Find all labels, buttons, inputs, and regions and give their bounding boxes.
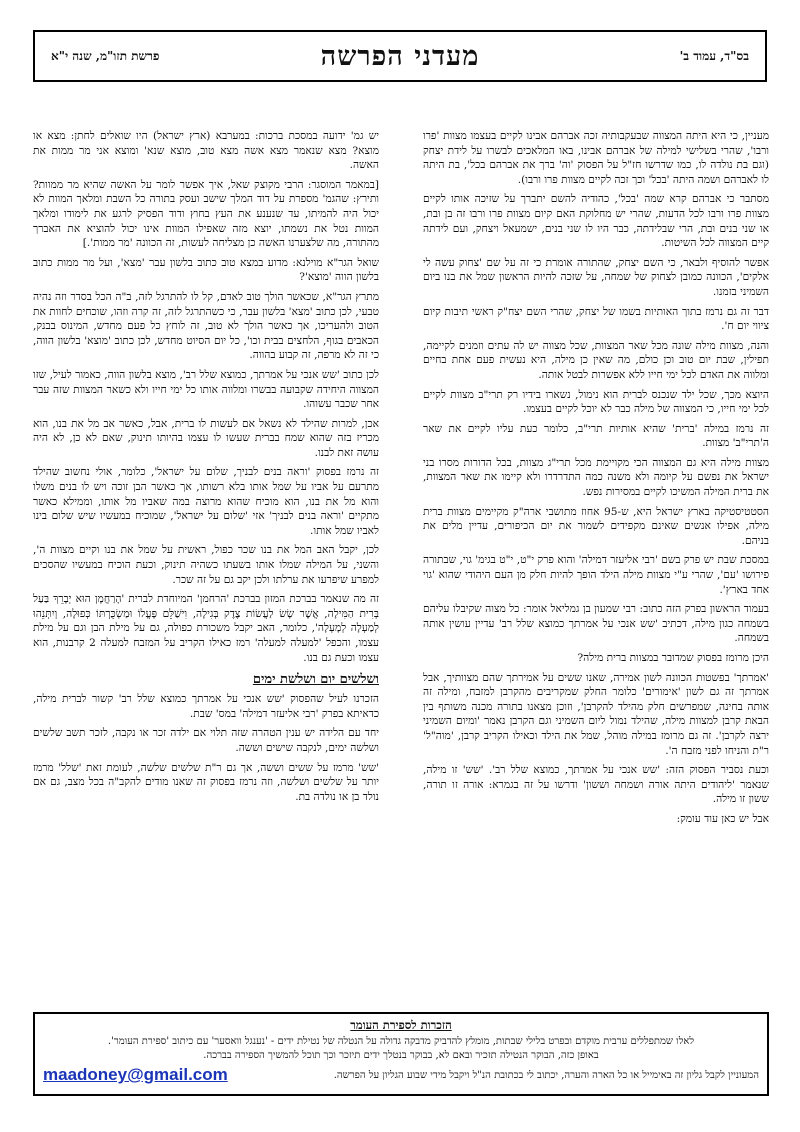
paragraph: אפשר להוסיף ולבאר, כי השם יצחק, שהתורה אומרת כי זה על שם 'צחוק עשה לי אלקים', הכוונה כמובן לצחוק של שמחה, על שזכה להיות הראשון שמל את בנו ביום השמיני בזמנו. (423, 256, 769, 298)
paragraph: 'אמרתך' בפשטות הכוונה לשון אמירה, שאנו ששים על אמירתך שהם מצוותיך, אבל אמרתך זה גם לשון 'אימורים' כלומר החלק שמקריבים מהקרבן למזבח, ומילה זה אותה בחינה, שמפרשים חלק מהילד להקרבן', וזוכן מצאנו בתורה מכנה משותף בין הבאת קרבן למצוות מילה, שהילד נמול ליום השמיני וגם הקרבן נאמר 'ומיום השמיני ירצה לקרבן'. זה גם מרומז במילה מוהל, שמל את הילד וכאילו הקריב קרבן, 'מוה"ל' ר"ת והניחו לפני מזבח ה'. (423, 671, 769, 757)
email-link[interactable]: maadoney@gmail.com (43, 1065, 228, 1084)
page (33, 30, 769, 1115)
reminder-text: לאלו שמתפללים ערבית מוקדם ובפרט בלילי שבתות, מומלץ להדביק מדבקה גדולה על הנטלה של נטילת ידים - 'נענגל וואסער' עם כיתוב 'ספירת העומר'. (107, 1036, 695, 1047)
reminder-title: הזכרות לספירת העומר (350, 1018, 452, 1032)
header-title: מעדני הפרשה (320, 40, 480, 72)
paragraph: מצוות מילה היא גם המצווה הכי מקויימת מכל תרי"ג מצוות, בכל הדורות מסרו בני ישראל את נפשם על קיומה ולא משנה כמה התדרדרו ולא קיימו את שאר המצוות, את ברית המילה המשיכו לקיים במסירות נפש. (423, 456, 769, 499)
paragraph: זה נרמז במילה 'ברית' שהיא אותיות תרי"ב, כלומר כעת עליו לקיים את שאר ה'תרי"ב' מצוות. (423, 422, 769, 450)
subscribe-note: המעוניין לקבל גליון זה באימייל או כל הארה והערה, יכתוב לי בכתובת הנ"ל ויקבל מידי שבוע הגליון על הפרשה. (333, 1069, 759, 1081)
paragraph: [במאמר המוסגר: הרבי מקוצק שאל, איך אפשר לומר על האשה שהיא מר ממוות? ותירץ: שהגמ' מספרת על דוד המלך שישב ועסק בתורה כל השבת ומלאך המוות לא יכול היה להמיתו, עד שנענע את העץ בחוץ ודוד הפסיק לרגע את לימודו ומלאך המוות נטל את נשמתו, יוצא מזה שאפילו המוות אינו יכול להוציא את האברך מהתורה, מה שלצערנו האשה כן מצליחה לעשות, זה הכוונה 'מר ממות'.] (33, 178, 379, 250)
paragraph: אבל יש כאן עוד עומק: (676, 812, 769, 825)
reminder-box (33, 1012, 769, 1096)
right-column (423, 129, 769, 1001)
paragraph: 'שש' מרמז על ששים וששה, אך גם ר"ת שלשים שלשה, לעומת זאת 'שלל' מרמז יותר על שלשים ושלשה, וזה נרמז בפסוק זה שאנו מודים להקב"ה בכל מצב, גם אם נולד בן או נולדה בת. (33, 761, 379, 803)
paragraph: דבר זה גם נרמז בתוך האותיות בשמו של יצחק, שהרי השם יצח"ק ראשי תיבות קיום ציווי יום ח'. (423, 305, 769, 333)
paragraph: מעניין, כי היא היתה המצווה שבעקבותיה זכה אברהם אבינו לקיים בעצמו מצוות 'פרו ורבו', שהרי בשלישי למילה של אברהם אבינו, באו המלאכים לבשרו על לידת יצחק (וגם בת נולדה לו, כמו שדרשו חז"ל על הפסוק 'וה' ברך את אברהם בכל', בת היתה לו לאברהם ושמה היתה 'בכל' וכך זכה לקיים מצוות פרו ורבו). (423, 130, 769, 186)
paragraph: במסכת שבת יש פרק בשם 'רבי אליעזר דמילה' והוא פרק י"ט, י"ט בגימ' גוי, שבתורה פירושו 'עם', שהרי ע"י מצוות מילה הילד הופך להיות חלק מן העם היהודי שהוא 'גוי אחד בארץ'. (423, 554, 769, 596)
header-page-number: בס"ד, עמוד ב' (679, 48, 749, 63)
article-columns (33, 129, 769, 1001)
reminder-text: באופן כזה, הבוקר הנטילה תזכיר ובאם לא, בבוקר בנטלך ידים תיזכר וכך תוכל להמשיך הספירה בברכה. (203, 1049, 599, 1061)
paragraph: וכעת נסביר הפסוק הזה: 'שש אנכי על אמרתך, כמוצא שלל רב'. 'שש' זו מילה, שנאמר 'ליהודים היתה אורה ושמחה וששון' ודרשו על זה בגמרא: אורה זו תורה, ששון זו מילה. (423, 764, 769, 806)
paragraph: בעמוד הראשון בפרק הזה כתוב: רבי שמעון בן גמליאל אומר: כל מצוה שקיבלו עליהם בשמחה כגון מילה, דכתיב 'שש אנכי על אמרתך כמוצא שלל רב' עדיין עושין אותה בשמחה. (423, 603, 769, 645)
header-parsha: פרשת תזו"מ, שנה י"א (51, 48, 160, 63)
paragraph: יחד עם הלידה יש ענין הטהרה שזה תלוי אם ילדה זכר או נקבה, לזכר תשב שלשים ושלשה ימים, לנקבה שישים וששה. (33, 727, 379, 754)
paragraph: זה מה שנאמר בברכת המזון בברכת 'הרחמן' המיוחדת לברית 'הָרַחֲמָן הוּא יְבָרֵךְ בַּעַל בְּרִית הַמִּילָה, אֲשֶׁר שָׂשׂ לַעֲשׂוֹת צֶדֶק בְּגִילָה, וִישַׁלֵּם פָּעֳלוֹ וּמַשְׂכֻּרְתּוֹ כְּפוּלָה, וְיִתְּנֵהוּ לְמַעְלָה לְמָעְלָה', כלומר, האב יקבל משכורת כפולה, גם על מילת הבן וגם על מילת עצמו, והכפל 'למעלה למעלה' רמז כאילו הקריב על המזבח למעלה 2 קרבנות, הוא עצמו וכעת גם בנו. (33, 593, 379, 664)
paragraph: שואל הגר"א מוילנא: מדוע במצא טוב כתוב בלשון עבר 'מצא', ועל מר ממות כתוב בלשון הווה 'מוצא'? (33, 256, 379, 284)
paragraph: מתרץ הגר"א, שכאשר הולך טוב לאדם, קל לו להתרגל לזה, ב"ה הכל בסדר וזה נהיה טבעי, לכן כתוב 'מצא' בלשון עבר, כי כשהתרגל לזה, זה קרה וזהו, שוכחים לחוות את הטוב ולהעריכו, אך כאשר הולך לא טוב, זה לוחץ כל פעם מחדש, המינוס בבנק, הכאבים בגוף, הלחצים בבית וכו', כל יום הסיוט מחדש, לכן כתוב 'מוצא' בלשון הווה, כי זה לא מרפה, זה קבוע בהווה. (33, 290, 379, 362)
paragraph: לכן, יקבל האב המל את בנו שכר כפול, ראשית על שמל את בנו וקיים מצוות ה', והשני, על המילה שמלו אותו בשעתו כשהיה תינוק, וכעת הוכיח במעשיו שהסכים למפרע שיפרעו את ערלתו ולכן יקב גם על זה שכר. (33, 544, 379, 586)
left-column (33, 129, 379, 1001)
section-heading: ושלשים יום ושלשת ימים (252, 672, 379, 688)
paragraph: אכן, למרות שהילד לא נשאל אם לעשות לו ברית, אבל, כאשר אב מל את בנו, הוא מכריז בזה שהוא שמח בברית שעשו לו עצמו בהיותו תינוק, שאם לא כן, לא היה עושה זאת לבנו. (33, 417, 379, 459)
paragraph: זה נרמז בפסוק 'וראה בנים לבניך, שלום על ישראל', כלומר, אולי נחשוב שהילד מתרעם על אביו על שמל אותו בלא רשותו, אך כאשר הבן זוכה ויש לו בנים משלו והוא מל את בנו, הוא מוכיח שהוא מרוצה במה שאביו מל אותו, וממילא כאשר מתקיים 'וראה בנים לבניך' אזי 'שלום על ישראל', שמוכיח במעשיו שיש שלום בינו לאביו שמל אותו. (33, 466, 379, 537)
paragraph: הזכרנו לעיל שהפסוק 'שש אנכי על אמרתך כמוצא שלל רב' קשור לברית מילה, כדאיתא בפרק 'רבי אליעזר דמילה' במס' שבת. (33, 693, 379, 720)
subscribe-row (43, 1065, 759, 1085)
paragraph: היכן מרומז בפסוק שמדובר במצוות ברית מילה? (577, 652, 769, 664)
paragraph: והנה, מצוות מילה שונה מכל שאר המצוות, שכל מצווה יש לה עתים וזמנים לקיימה, תפילין, שבת יום טוב וכן כולם, מה שאין כן מילה, היא נעשית פעם אחת בחיים ומלווה את האדם לכל ימי חייו ללא אפשרות לבטל אותה. (423, 339, 769, 381)
paragraph: לכן כתוב 'שש אנכי על אמרתך, כמוצא שלל רב', מוצא בלשון הווה, כאמור לעיל, שזו המצווה היחידה שקבועה בבשרו ומלווה אותו כל ימי חייו ולא כשאר המצוות שזה עבר אחר שכבר עשוהו. (33, 368, 379, 411)
paragraph: הסטטיסטיקה בארץ ישראל היא, ש-95 אחוז מתושבי ארה"ק מקיימים מצוות ברית מילה, אפילו אנשים שאינם מקפידים לשמור את יום הכיפורים, עדיין מלים את בניהם. (423, 505, 769, 547)
paragraph: מסתבר כי אברהם קרא שמה 'בכל', כהודיה להשם יתברך על שזיכה אותו לקיים מצוות פרו ורבו לכל הדעות, שהרי יש מחלוקת האם קיום מצוות פרו ורבו זה בן ובת, או שני בנים ובת, הרי שבלידתה, כבר היו לו שני בנים, ישמעאל ויצחק, ועם לידתה קיים המצווה לכל השיטות. (423, 193, 769, 250)
paragraph: יש גמ' ידועה במסכת ברכות: במערבא (ארץ ישראל) היו שואלים לחתן: מצא או מוצא? מצא שנאמר מצא אשה מצא טוב, מוצא שנא' ומוצא אני מר ממות את האשה. (33, 130, 379, 172)
page-header (33, 30, 767, 82)
paragraph: היוצא מכך, שכל ילד שנכנס לברית הוא נימול, נשארו בידיו רק תרי"ב מצוות לקיים לכל ימי חייו, כי המצווה של מילה כבר לא יוכל לקיים בעצמו. (423, 388, 769, 416)
